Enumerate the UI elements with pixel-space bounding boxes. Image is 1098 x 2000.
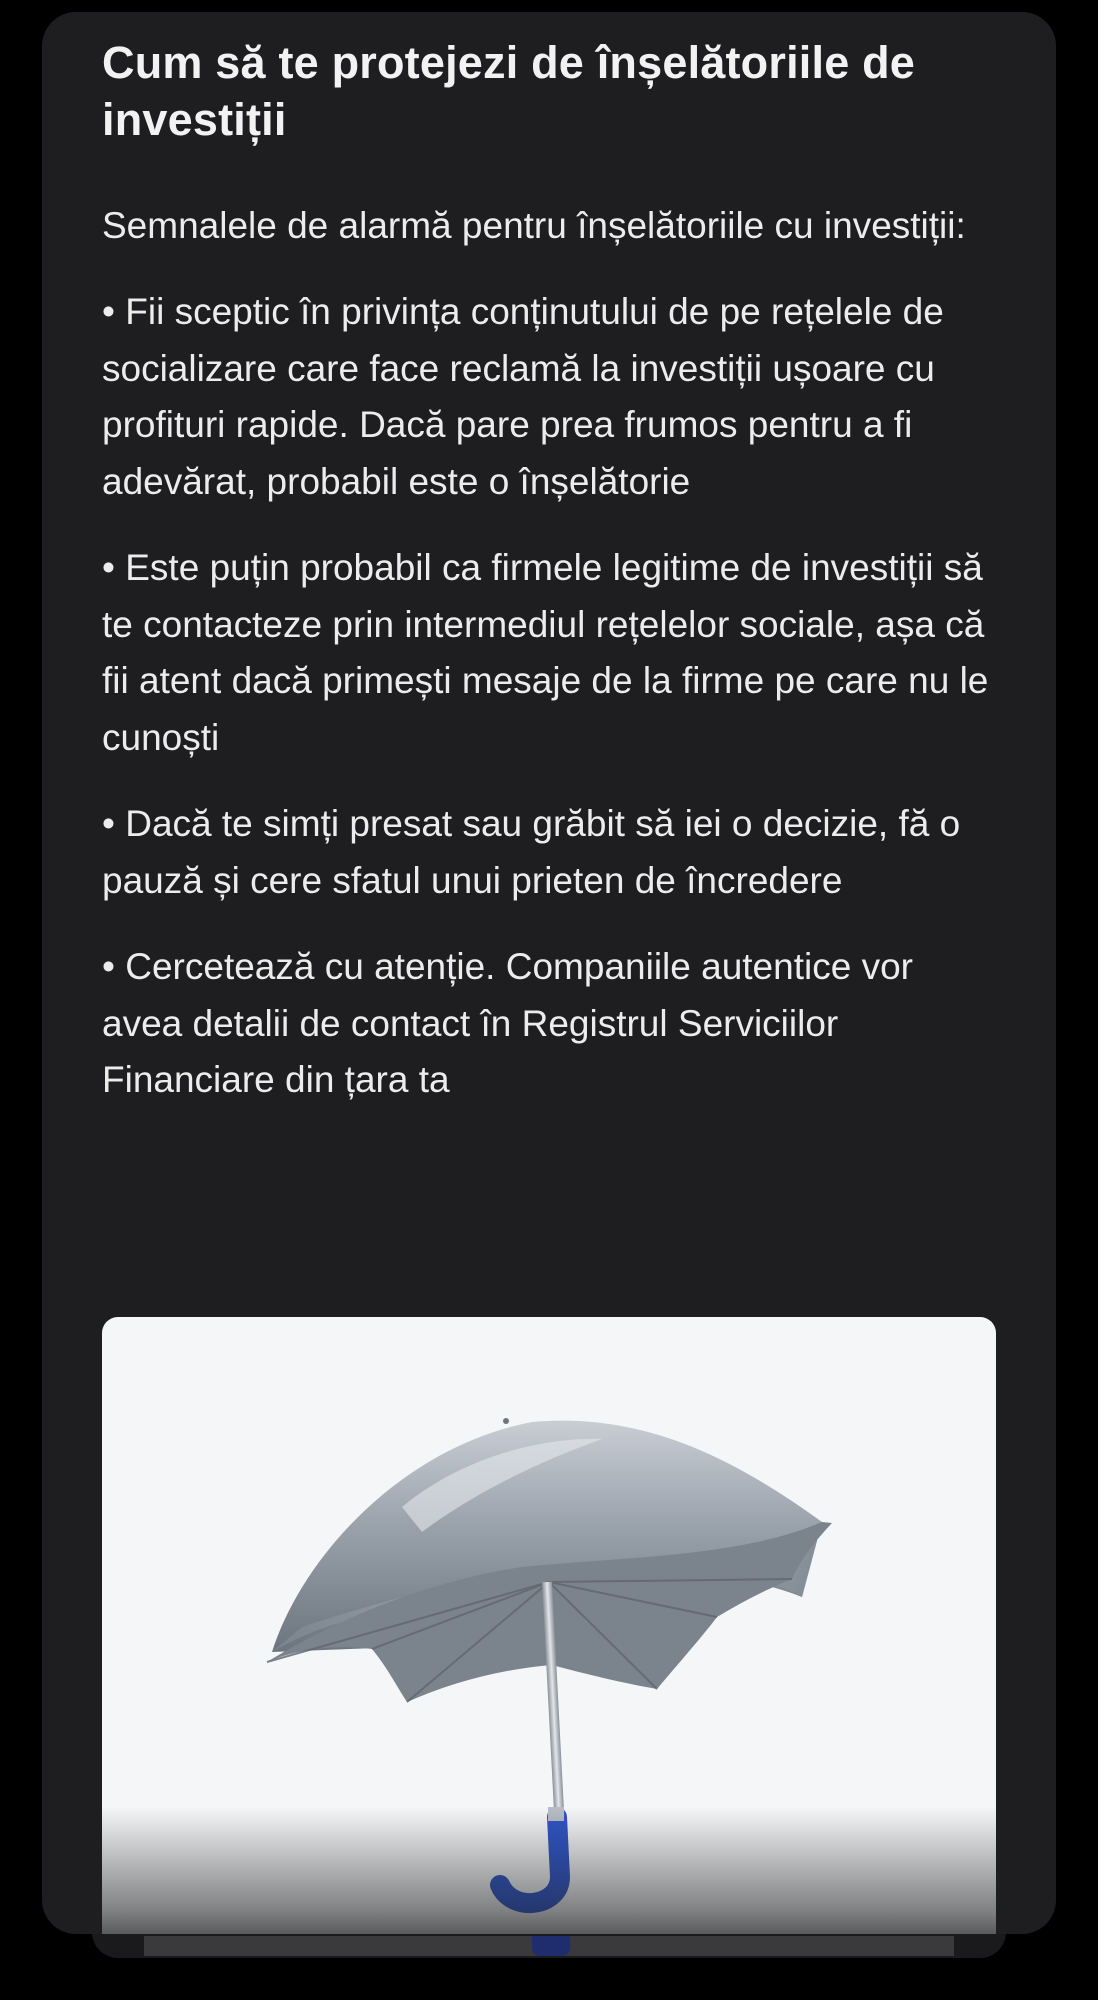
bullet-icon: •: [102, 291, 115, 332]
list-item: [102, 540, 1002, 766]
list-item: [102, 939, 1002, 1109]
warning-signs-list: [102, 284, 1002, 1109]
article-card: [42, 12, 1056, 1934]
article-content: [102, 34, 1002, 1139]
bullet-icon: •: [102, 803, 115, 844]
bullet-icon: •: [102, 547, 115, 588]
article-title: Cum să te protejezi de înșelătoriile de investiții: [102, 37, 916, 145]
next-card-handle-peek: [532, 1936, 570, 1956]
list-item-text: Dacă te simți presat sau grăbit să iei o decizie, fă o pauză și cere sfatul unui prieten de încredere: [102, 803, 961, 901]
article-intro: Semnalele de alarmă pentru înșelătoriile cu investiții:: [102, 205, 966, 246]
article-image: [102, 1317, 996, 1934]
bullet-icon: •: [102, 946, 115, 987]
list-item: [102, 796, 1002, 909]
list-item-text: Fii sceptic în privința conținutului de pe rețelele de socializare care face reclamă la investiții ușoare cu profituri rapide. Dacă pare prea frumos pentru a fi adevărat, probabil este o înșelătorie: [102, 291, 944, 502]
image-bottom-fade: [102, 1807, 996, 1934]
list-item: [102, 284, 1002, 510]
list-item-text: Este puțin probabil ca firmele legitime de investiții să te contacteze prin intermediul rețelelor sociale, așa că fii atent dacă primești mesaje de la firme pe care nu le cunoști: [102, 547, 989, 758]
list-item-text: Cercetează cu atenție. Companiile autentice vor avea detalii de contact în Registrul Serviciilor Financiare din țara ta: [102, 946, 913, 1100]
